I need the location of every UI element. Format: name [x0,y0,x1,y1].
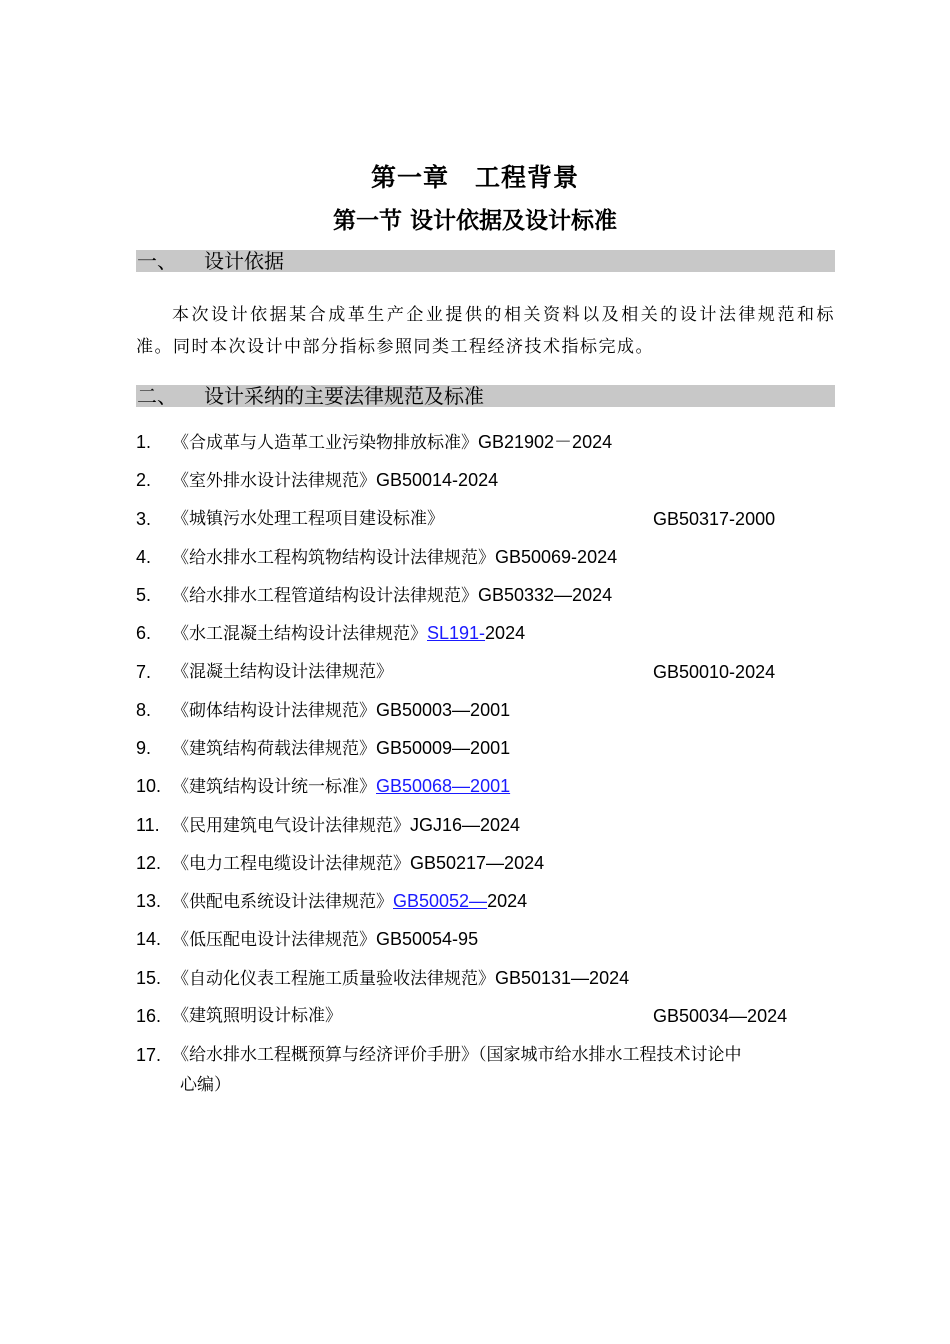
item-title: 《城镇污水处理工程项目建设标准》 [172,508,444,529]
item-body [172,734,510,763]
item-number: 4. [136,546,152,567]
item-body [172,811,520,840]
standard-code: GB50010-2024 [653,661,776,682]
standards-list-item [136,1002,836,1030]
standard-code: GB50317-2000 [653,508,776,529]
item-title-line-2: 心编） [180,1075,231,1095]
standard-code: GB50034—2024 [653,1005,788,1026]
standard-code-link[interactable]: GB50052— [393,891,488,911]
item-title: 《给水排水工程管道结构设计法律规范》 [172,586,478,606]
standards-list-item [136,887,836,915]
standard-code-link[interactable]: SL191- [427,623,486,644]
item-title: 《自动化仪表工程施工质量验收法律规范》 [172,968,495,989]
item-title: 《合成革与人造革工业污染物排放标准》 [172,433,478,453]
body-paragraph: 本次设计依据某合成革生产企业提供的相关资料以及相关的设计法律规范和标准。同时本次设计中部分指标参照同类工程经济技术指标完成。 [136,305,835,357]
item-body [172,887,527,916]
standards-list-item [136,428,836,456]
standards-list-item [136,581,836,609]
item-number: 5. [136,585,152,605]
standards-list-item [136,658,836,686]
item-title: 《供配电系统设计法律规范》 [172,892,393,912]
item-number: 13. [136,891,162,911]
standards-list-item [136,811,836,839]
standard-code: GB50054-95 [376,929,479,950]
item-number: 15. [136,967,162,988]
item-title: 《给水排水工程构筑物结构设计法律规范》 [172,547,495,568]
standard-code: JGJ16—2024 [410,814,521,835]
item-body [172,658,393,686]
item-title: 《民用建筑电气设计法律规范》 [172,815,410,836]
standards-list-item [136,734,836,762]
standards-list-item [136,696,836,724]
item-title: 《建筑结构设计统一标准》 [172,777,376,798]
standards-list-item [136,619,836,647]
standard-code: 2024 [485,623,526,644]
item-title: 《室外排水设计法律规范》 [172,471,376,492]
item-body [172,772,510,801]
standard-code: GB21902－2024 [478,432,613,452]
item-number: 1. [136,432,152,452]
item-number: 11. [136,814,160,835]
item-number: 16. [136,1005,162,1026]
item-number: 9. [136,738,152,758]
section-title: 第一节 设计依据及设计标准 [332,207,617,234]
heading-text: 设计依据 [204,249,284,273]
standard-code: GB50332—2024 [478,585,613,605]
item-title: 《水工混凝土结构设计法律规范》 [172,624,427,645]
standards-list-item [136,505,836,533]
item-title: 《建筑结构荷载法律规范》 [172,739,376,759]
standards-list-item [136,849,836,877]
heading-number: 一、 [137,249,177,273]
standard-code: GB50003—2001 [376,699,511,720]
item-body [172,505,444,533]
heading-number: 二、 [137,384,177,408]
item-body [172,543,617,572]
item-title: 《电力工程电缆设计法律规范》 [172,853,410,874]
item-number: 6. [136,623,152,644]
standard-code: GB50131—2024 [495,967,630,988]
standards-list-item [136,466,836,494]
heading-text: 设计采纳的主要法律规范及标准 [204,384,484,408]
standards-list-item [136,964,836,992]
standard-code: 2024 [487,891,528,911]
standards-list-item [136,543,836,571]
item-number: 12. [136,852,162,873]
item-title-line-1: 《给水排水工程概预算与经济评价手册》（国家城市给水排水工程技术讨论中 [172,1045,742,1065]
item-number: 14. [136,929,162,950]
item-body [172,466,498,495]
item-body [172,428,612,457]
chapter-title: 第一章 工程背景 [370,163,579,192]
item-title: 《建筑照明设计标准》 [172,1005,342,1026]
standards-list-item [136,772,836,800]
standard-code-link[interactable]: GB50068—2001 [376,776,511,797]
standard-code: GB50014-2024 [376,470,499,491]
item-title: 《低压配电设计法律规范》 [172,930,376,951]
standards-list-item [136,925,836,953]
item-body [172,619,525,648]
item-number: 7. [136,661,152,682]
item-body [172,925,478,954]
item-number: 8. [136,699,152,720]
item-body [172,964,629,993]
item-title: 《砌体结构设计法律规范》 [172,700,376,721]
item-body [172,1002,342,1030]
item-body [172,849,544,878]
item-number: 2. [136,470,152,491]
standard-code: GB50069-2024 [495,546,618,567]
standard-code: GB50217—2024 [410,852,545,873]
standard-code: GB50009—2001 [376,738,511,758]
item-title: 《混凝土结构设计法律规范》 [172,661,393,682]
item-number: 3. [136,508,152,529]
item-body [172,696,510,725]
item-number: 10. [136,776,162,797]
item-body [172,581,612,610]
item-number: 17. [136,1045,162,1065]
